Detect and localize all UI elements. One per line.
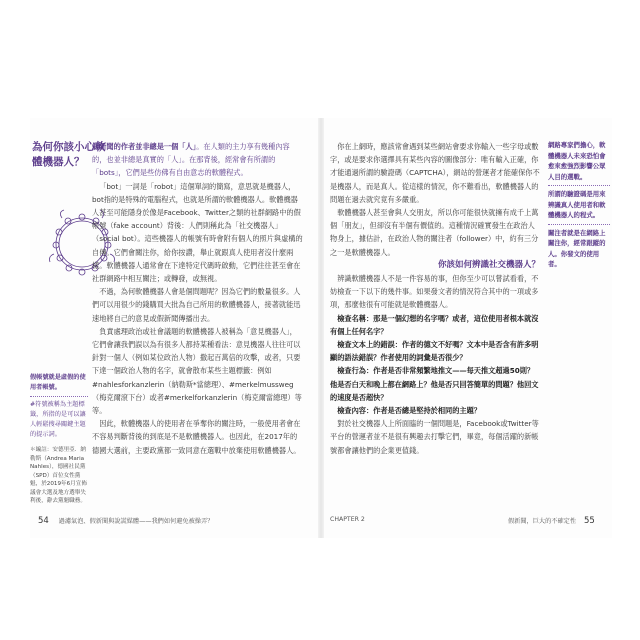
note-hashtag: #符號被稱為主題標籤，所指的是可以讓人輕鬆搜尋關鍵主題的提示詞。 (30, 401, 86, 438)
paragraph: 不過，為何軟體機器人會是個問題呢？因為它們的數量很多。人們可以用很少的錢購買大批為自己所用的軟體機器人，接著就能迅速地將自己的意見或假新聞傳播出去。 (92, 287, 301, 323)
note-divider (548, 224, 610, 225)
right-footer (508, 516, 595, 526)
right-body-text (330, 140, 540, 457)
section-heading: 你該如何辨識社交機器人？ (437, 259, 540, 270)
paragraph: 辨識軟體機器人不是一件容易的事，但你至少可以嘗試看看，不妨檢查一下以下的幾件事。如果發文者的情況符合其中的一項或多項，那麼他很有可能就是軟體機器人。 (330, 274, 539, 310)
right-page (322, 118, 612, 538)
note-divider (30, 396, 88, 397)
note-fake-account: 假帳號就是虛假的使用者帳號。 (30, 374, 86, 391)
editor-note: ＊編註：安德里亞．納勒斯（Andrea Maria Nahles），德國社民黨（SPD）首位女性黨魁，於2019年6月宣佈議會大選及地方選舉失利後，辭去黨魁職務。 (30, 447, 87, 504)
left-body-text (92, 140, 304, 457)
lead-rest: 。在人類的主力享有幾種內容的，也並非總是真實的「人」。在那背後，經常會有所謂的「bots」，它們是些仿佛有自由意志的軟體程式。 (92, 142, 290, 178)
check-behavior: 檢查行為：作者是否非常頻繁地推文——每天推文超過50則？他是否白天和晚上都在網路上？他是否只回答簡單的問題？他回文的速度是否超快？ (330, 366, 539, 402)
side-title: 為何你該小心軟體機器人？ (32, 141, 106, 168)
note-captcha: 所謂的驗證碼是用來辨識真人使用者和軟體機器人的程式。 (548, 190, 606, 219)
note-follower: 關注者就是在網路上關注你，經常跟蹤的人。你發文的使用者。 (548, 228, 606, 268)
paragraph: 「bot」一詞是「robot」這個單詞的簡寫，意思就是機器人，bot指的是特殊的電腦程式，也就是所謂的軟體機器人。軟體機器人甚至可能隱身於像是Facebook、Twitter之類的社群網路中的假帳號（fake account）背後：人們則稱此為「社交機器人」（social bot）。這些機器人的帳號有時會附有個人的照片與虛構的自傳。它們會關注你，給你按讚，舉止就跟真人使用者沒什麼兩樣。軟體機器人通常會在下達特定代碼時啟動，它們往往甚至會在社群網路中相互關注；或轉發，或無視。 (92, 181, 303, 284)
book-spread (30, 118, 612, 538)
paragraph: 軟體機器人甚至會與人交朋友，所以你可能很快就擁有成千上萬個「朋友」，但卻沒有半個有價值的。這種情況確實發生在政治人物身上，據估計，在政治人物的關注者（follower）中，約有三分之一是軟體機器人。 (330, 208, 539, 257)
margin-note-left (30, 373, 88, 506)
left-footer (38, 516, 213, 526)
paragraph: 負責處理政治或社會議題的軟體機器人被稱為「意見機器人」，它們會讓我們誤以為有很多人都持某種看法：意見機器人往往可以針對一個人（例如某位政治人物）撒起百萬倍的攻擊，或者，只要下達一個政治人物的名字，就會散布某些主題標籤：例如#nahlesforkanzlerin（納勒斯*當總理）、#merkelmussweg（梅克爾滾下台）或者#merkelforkanzlerin（梅克爾當總理）等等。 (92, 326, 302, 416)
lead-paragraph (92, 140, 304, 180)
check-text-errors: 檢查文本上的錯誤：作者的德文不好嗎？文本中是否含有許多明顯的語法錯誤？作者使用的詞彙是否很少？ (330, 340, 539, 363)
page-number: 55 (583, 516, 595, 526)
page-number: 54 (38, 516, 49, 526)
paragraph: 你在上網時，應該常會遇到某些網站會要求你輸入一些字母或數字，或是要求你選擇具有某些內容的圖像部分：唯有輸入正確，你才能通過所謂的驗證碼（CAPTCHA），網站的營運者才能確保你不是機器人，而是真人。從這樣的情況，你不難看出，軟體機器人的問題在過去就究竟有多嚴重。 (330, 142, 540, 204)
note-divider (548, 185, 610, 186)
margin-note-right (548, 140, 610, 270)
note-experts: 網路專家們擔心，軟體機器人未來恐怕會愈來愈強烈影響公眾人目的選戰。 (548, 141, 606, 181)
lead-highlight: 假新聞的作者並非總是一個「人」 (92, 142, 197, 151)
right-footer-chapter: CHAPTER 2 (330, 516, 365, 523)
paragraph: 因此，軟體機器人的使用者在爭奪你的關注時，一般使用者會在不容易判斷背後的到底是不是軟體機器人。也因此，在2017年的德國大選前，主要政黨都一致同意在選戰中放棄使用軟體機器人。 (92, 419, 301, 455)
check-content: 檢查內容：作者是否總是堅持於相同的主題？ (337, 406, 481, 416)
running-head: 假新聞，巨大的不確定性 (508, 518, 577, 525)
running-head: 過濾氣泡、假新聞與說謊媒體——我們如何避免被操弄？ (58, 518, 214, 525)
check-name: 檢查名稱：那是一個幻想的名字嗎？或者，這位使用者根本就沒有個上任何名字？ (330, 313, 539, 336)
left-page (30, 118, 320, 538)
paragraph: 對於社交機器人上所面臨的一個問題是，Facebook或Twitter等平台的營運者並不是很有興趣去打擊它們，畢竟，每個活躍的新帳號都會讓他們的企業更值錢。 (330, 419, 539, 455)
